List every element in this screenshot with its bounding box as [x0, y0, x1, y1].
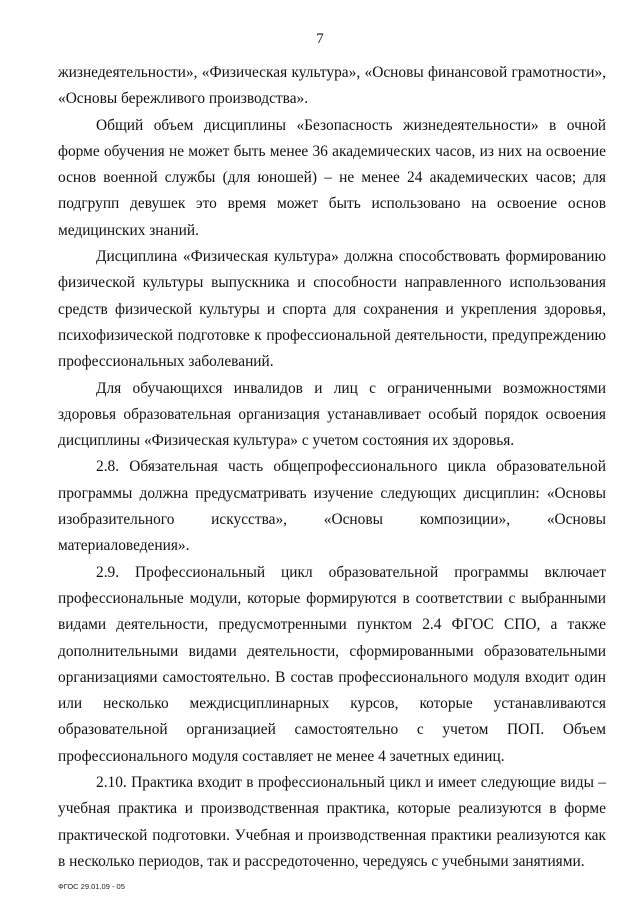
paragraph-physical-culture: Дисциплина «Физическая культура» должна способствовать формированию физической культуры выпускника и способности направленного использования средств физической культуры и спорта для сохранения и укрепления здоровья, психофизической подготовке к профессиональной деятельности, предупреждению профессиональных заболеваний.: [58, 248, 606, 371]
paragraph-2-9: 2.9. Профессиональный цикл образовательной программы включает профессиональные модули, которые формируются в соответствии с выбранными видами деятельности, предусмотренными пунктом 2.4 ФГОС СПО, а также дополнительными видами деятельности, сформированными образовательными организациями самостоятельно. В состав профессионального модуля входит один или несколько междисциплинарных курсов, которые устанавливаются образовательной организацией самостоятельно с учетом ПОП. Объем профессионального модуля составляет не менее 4 зачетных единиц.: [58, 563, 606, 765]
paragraph-2-10: 2.10. Практика входит в профессиональный цикл и имеет следующие виды – учебная практика и производственная практика, которые реализуются в форме практической подготовки. Учебная и производственная практики реализуются как в несколько периодов, так и рассредоточенно, чередуясь с учебными занятиями.: [58, 774, 606, 870]
paragraph-2-8: 2.8. Обязательная часть общепрофессионального цикла образовательной программы должна предусматривать изучение следующих дисциплин: «Основы изобразительного искусства», «Основы композиции», «Основы материаловедения».: [58, 458, 606, 555]
paragraph-continuation: жизнедеятельности», «Физическая культура», «Основы финансовой грамотности», «Основы бережливого производства».: [58, 64, 606, 108]
paragraph-disabled-students: Для обучающихся инвалидов и лиц с ограниченными возможностями здоровья образовательная организация устанавливает особый порядок освоения дисциплины «Физическая культура» с учетом состояния их здоровья.: [58, 379, 606, 450]
paragraph-safety-discipline-volume: Общий объем дисциплины «Безопасность жизнедеятельности» в очной форме обучения не может быть менее 36 академических часов, из них на освоение основ военной службы (для юношей) – не менее 24 академических часов; для подгрупп девушек это время может быть использовано на освоение основ медицинских знаний.: [58, 116, 606, 239]
footer-document-code: ФГОС 29.01.09 - 05: [58, 882, 125, 891]
page-number: 7: [316, 31, 324, 47]
document-body: [58, 60, 606, 875]
